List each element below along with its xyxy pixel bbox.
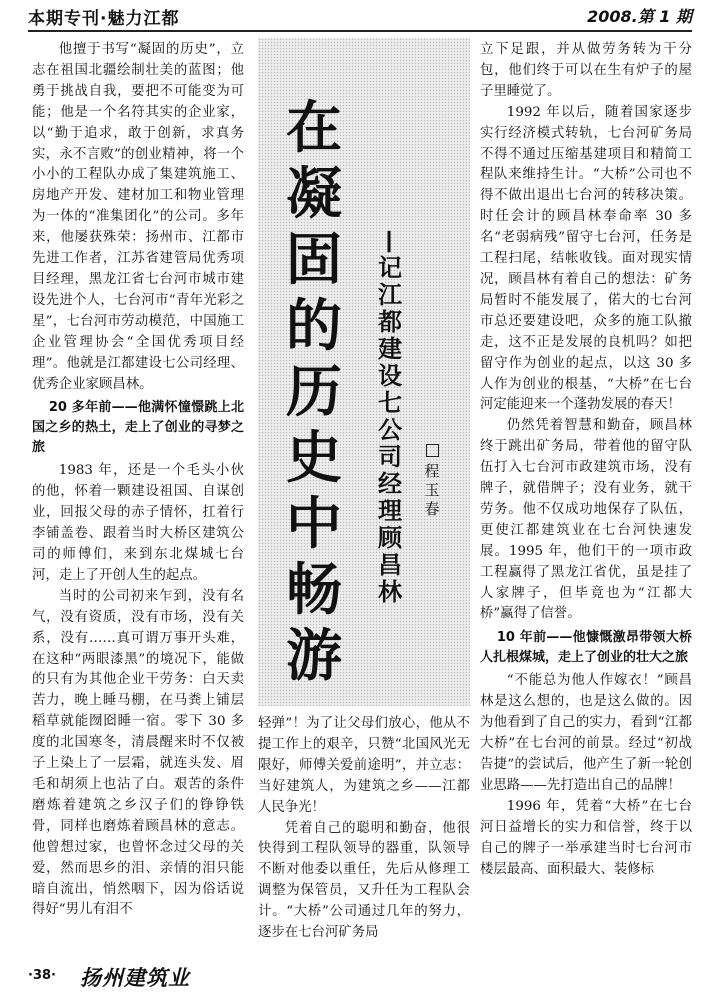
title-char: 史 — [286, 426, 342, 491]
author-char: 春 — [424, 500, 440, 518]
subtitle-char: 经 — [378, 470, 402, 498]
issue-number: 2008.第 1 期 — [587, 7, 692, 26]
page-footer — [28, 962, 328, 990]
page-number: ·38· — [28, 968, 56, 983]
subtitle-char: 江 — [378, 281, 402, 309]
paragraph: 当时的公司初来乍到，没有名气，没有资质，没有市场，没有关系，没有……真可谓万事开头难，在这种“两眼漆黑”的境况下，能做的只有为其他企业干劳务：白天卖苦力，晚上睡马棚，在马粪上铺层稻草就能囫囵睡一宿。零下 30 多度的北国寒冬，清晨醒来时不仅被子上染上了一层霜，就连头发、眉毛和胡须上也沾了白。艰苦的条件磨炼着建筑之乡汉子们的铮铮铁骨，同样也磨炼着顾昌林的意志。他曾想过家，也曾怀念过父母的关爱，然而思乡的泪、亲情的泪只能暗自流出，悄然咽下，因为俗话说得好“男儿有泪不 — [32, 588, 244, 918]
subtitle-char: 记 — [378, 254, 402, 282]
subtitle-char: 七 — [378, 389, 402, 417]
magazine-logo: 扬州建筑业 — [80, 966, 190, 990]
subtitle-char: 都 — [378, 308, 402, 336]
column-3 — [480, 40, 692, 880]
article-subtitle — [370, 228, 410, 606]
subtitle-char: 公 — [378, 416, 402, 444]
paragraph: 1996 年，凭着“大桥”在七台河日益增长的实力和信誉，终于以自己的牌子一举承建当时七台河市楼层最高、面积最大、装修标 — [480, 798, 692, 877]
paragraph: 1983 年，还是一个毛头小伙的他，怀着一颗建设祖国、自谋创业，回报父母的赤子情怀，扛着行李铺盖卷、跟着当时大桥区建筑公司的师傅们，来到东北煤城七台河，走上了开创人生的起点。 — [32, 463, 244, 583]
paragraph: 仍然凭着智慧和勤奋，顾昌林终于跳出矿务局，带着他的留守队伍打入七台河市政建筑市场，没有牌子，就借牌子；没有业务，就干劳务。他不仅成功地保存了队伍，更使江都建筑业在七台河快速发展。1995 年，他们干的一项市政工程赢得了黑龙江省优，虽是挂了人家牌子，但毕竟也为“江都大桥”赢得了信誉。 — [480, 418, 692, 622]
column-2 — [258, 714, 470, 944]
header-rule — [28, 30, 692, 32]
section-title: 本期专刊·魅力江都 — [28, 9, 180, 29]
subtitle-char: 设 — [378, 362, 402, 390]
title-char: 畅 — [286, 558, 342, 623]
subtitle-char: 建 — [378, 335, 402, 363]
title-char: 中 — [286, 492, 342, 557]
paragraph: 立下足跟，并从做劳务转为干分包，他们终于可以在生有炉子的屋子里睡觉了。 — [480, 42, 692, 99]
page-header — [0, 0, 720, 30]
paragraph: 他擅于书写“凝固的历史”，立志在祖国北疆绘制壮美的蓝图；他勇于挑战自我，要把不可能变为可能；他是一个名符其实的企业家，以“勤于追求，敢于创新，求真务实，永不言败”的创业精神，将一个小小的工程队办成了集建筑施工、房地产开发、建材加工和物业管理为一体的“准集团化”的公司。多年来，他屡获殊荣：扬州市、江都市先进工作者，江苏省建管局优秀项目经理，黑龙江省七台河市城市建设先进个人，七台河市“青年光彩之星”，七台河市劳动模范，中国施工企业管理协会“全国优秀项目经理”。他就是江都建设七公司经理、优秀企业家顾昌林。 — [32, 42, 244, 392]
title-char: 凝 — [286, 162, 342, 227]
paragraph: 轻弹”！为了让父母们放心，他从不提工作上的艰辛，只赞“北国风光无限好，师傅关爱前途明”，并立志：当好建筑人，为建筑之乡——江都人民争光！ — [258, 716, 470, 815]
byline-box-icon — [426, 444, 439, 457]
article-title — [274, 96, 354, 690]
subtitle-char: — — [376, 229, 405, 254]
author-byline — [421, 444, 443, 519]
subtitle-char: 司 — [378, 443, 402, 471]
title-char: 固 — [286, 228, 342, 293]
title-char: 游 — [286, 624, 342, 689]
subtitle-char: 顾 — [378, 524, 402, 552]
paragraph: 1992 年以后，随着国家逐步实行经济模式转轨，七台河矿务局不得不通过压缩基建项目和精简工程队来维持生计。“大桥”公司也不得不做出退出七台河的转移决策。时任会计的顾昌林奉命率 30 多名“老弱病残”留守七台河，任务是工程扫尾，结帐收钱。面对现实情况，顾昌林有着自己的想法：矿务局暂时不能发展了，偌大的七台河市总还要建设吧，众多的施工队撤走，这不正是发展的良机吗？如把留守作为创业的起点，以这 30 多人作为创业的根基，“大桥”在七台河定能迎来一个蓬勃发展的春天！ — [480, 104, 692, 413]
section-subheading: 20 多年前——他满怀憧憬跳上北国之乡的热土，走上了创业的寻梦之旅 — [32, 400, 244, 456]
title-char: 在 — [286, 96, 342, 161]
column-1 — [32, 40, 244, 921]
section-subheading: 10 年前——他慷慨激昂带领大桥人扎根煤城，走上了创业的壮大之旅 — [480, 630, 692, 666]
author-char: 玉 — [424, 481, 440, 499]
author-char: 程 — [424, 462, 440, 480]
title-char: 历 — [286, 360, 342, 425]
paragraph: “不能总为他人作嫁衣！”顾昌林是这么想的，也是这么做的。因为他看到了自己的实力，看到“江都大桥”在七台河的前景。经过“初战告捷”的尝试后，他产生了新一轮创业思路——先打造出自己的品牌！ — [480, 673, 692, 793]
subtitle-char: 林 — [378, 578, 402, 606]
title-char: 的 — [286, 294, 342, 359]
paragraph: 凭着自己的聪明和勤奋，他很快得到工程队领导的器重，队领导不断对他委以重任，先后从修理工调整为保管员，又升任为工程队会计。“大桥”公司通过几年的努力，逐步在七台河矿务局 — [258, 820, 470, 941]
subtitle-char: 昌 — [378, 551, 402, 579]
subtitle-char: 理 — [378, 497, 402, 525]
